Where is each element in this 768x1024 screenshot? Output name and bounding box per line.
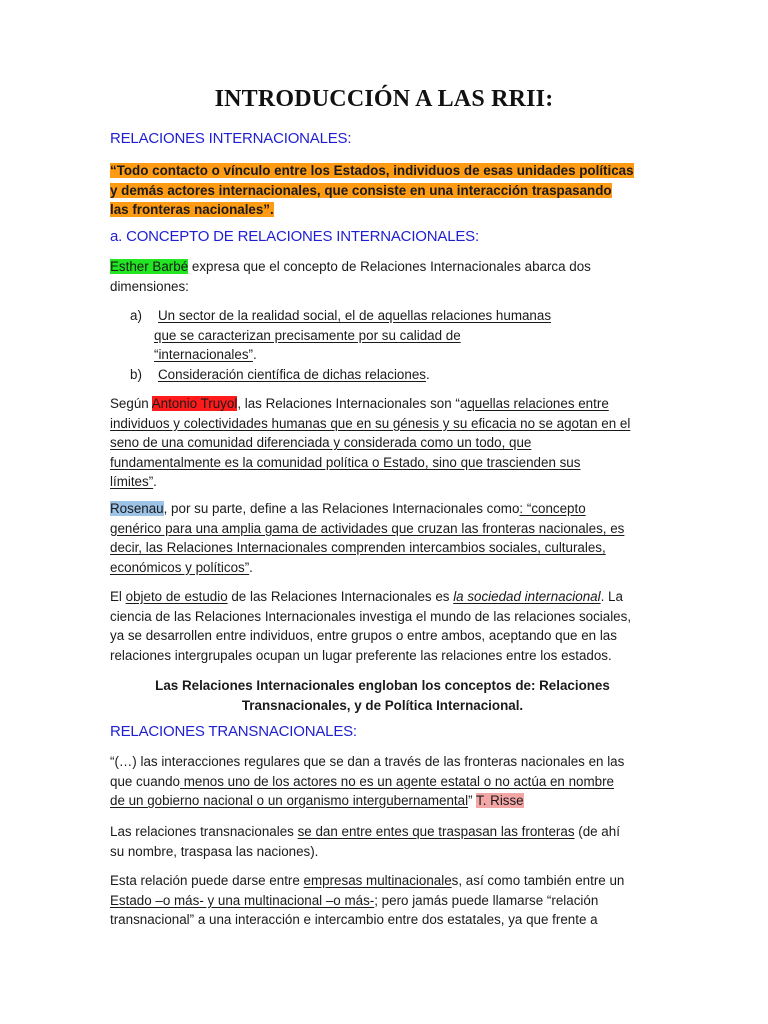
list-marker-a: a) [130, 308, 142, 323]
trans2-line-2-end: ; pero jamás puede llamarse “relación [374, 892, 599, 908]
truyol-line-5: límites” [110, 474, 154, 489]
list-marker-b: b) [130, 366, 142, 382]
paragraph-risse [110, 752, 655, 811]
risse-line-3: de un gobierno nacional o un organismo intergubernamental [110, 793, 469, 808]
list-item-a [130, 306, 551, 365]
summary-line-2: Transnacionales, y de Política Internacional. [241, 697, 524, 713]
summary-line-1: Las Relaciones Internacionales engloban los conceptos de: Relaciones [155, 678, 610, 693]
dimensions-list [130, 306, 551, 384]
risse-quote-close: ” [468, 793, 477, 808]
section-heading-transnacionales: RELACIONES TRANSNACIONALES: [110, 723, 357, 740]
paragraph-objeto [110, 587, 655, 665]
paragraph-barbe [110, 257, 655, 296]
trans2-empresas: empresas multinacionale [303, 873, 452, 888]
objeto-pre: El [110, 589, 126, 604]
section-heading-relaciones-internacionales: RELACIONES INTERNACIONALES: [110, 130, 352, 147]
objeto-term: objeto de estudio [125, 589, 228, 604]
objeto-line-4: relaciones intergrupales ocupan un lugar preferente las relaciones entre los estados. [110, 647, 612, 663]
truyol-mid: , las Relaciones Internacionales son “a [237, 396, 468, 411]
paragraph-transnacionales-2 [110, 871, 655, 930]
trans1-line-2: su nombre, traspasa las naciones). [110, 843, 319, 859]
objeto-line-3: ya se desarrollen entre individuos, entre grupos o entre ambos, aceptando que en las [110, 628, 617, 643]
trans2-line-3: transnacional” a una interacción e intercambio entre dos estatales, ya que frente a [110, 912, 598, 927]
objeto-mid: de las Relaciones Internacionales es [227, 589, 454, 604]
author-risse: T. Risse [476, 793, 524, 808]
risse-line-2-pre: que cuando [110, 773, 180, 789]
list-item-a-line-3: “internacionales” [154, 347, 253, 362]
rosenau-line-3: decir, las Relaciones Internacionales comprenden intercambios sociales, culturales, [110, 540, 606, 555]
trans1-end: (de ahí [574, 824, 620, 839]
paragraph-rosenau [110, 499, 655, 577]
rosenau-quote-start: : “concepto [519, 501, 586, 516]
truyol-line-4: fundamentalmente es la comunidad política o Estado, sino que trascienden sus [110, 454, 581, 470]
truyol-pre: Según [110, 396, 152, 411]
objeto-end: . La [600, 589, 623, 604]
trans2-estado: Estado –o más- y una multinacional –o más- [110, 892, 375, 908]
objeto-line-2: ciencia de las Relaciones Internacionales investiga el mundo de las relaciones sociales, [110, 608, 632, 624]
list-item-a-period: . [253, 347, 257, 362]
risse-line-2: menos uno de los actores no es un agente estatal o no actúa en nombre [180, 773, 614, 789]
truyol-period: . [153, 474, 157, 489]
definition-line-3: las fronteras nacionales”. [110, 202, 274, 217]
trans1-underlined: se dan entre entes que traspasan las fronteras [297, 824, 575, 839]
list-item-a-line-1: Un sector de la realidad social, el de aquellas relaciones humanas [158, 308, 552, 323]
definition-quote [110, 161, 655, 220]
barbe-text: expresa que el concepto de Relaciones Internacionales abarca dos [188, 259, 591, 274]
definition-line-2: y demás actores internacionales, que consiste en una interacción traspasando [110, 182, 612, 198]
truyol-line-2: individuos y colectividades humanas que en su génesis y su eficacia no se agotan en el [110, 415, 631, 431]
trans2-pre: Esta relación puede darse entre [110, 873, 304, 888]
rosenau-mid: , por su parte, define a las Relaciones Internacionales como [163, 501, 520, 516]
trans1-pre: Las relaciones transnacionales [110, 824, 298, 839]
list-item-b-period: . [425, 366, 430, 382]
objeto-sociedad: la sociedad internacional [453, 589, 601, 604]
section-heading-concepto: a. CONCEPTO DE RELACIONES INTERNACIONALES: [110, 228, 479, 245]
truyol-line-3: seno de una comunidad diferenciada y considerada como un todo, que [110, 435, 532, 450]
rosenau-line-2: genérico para una amplia gama de actividades que cruzan las fronteras nacionales, es [110, 520, 625, 536]
rosenau-period: . [249, 559, 253, 575]
author-truyol: Antonio Truyol [151, 396, 238, 411]
truyol-quote-start: quellas relaciones entre [467, 396, 609, 411]
list-item-b [130, 365, 551, 385]
definition-line-1: “Todo contacto o vínculo entre los Estados, individuos de esas unidades políticas [110, 163, 634, 178]
paragraph-truyol [110, 394, 655, 492]
barbe-text-line-2: dimensiones: [110, 278, 189, 294]
paragraph-transnacionales-1 [110, 822, 655, 861]
page-title: INTRODUCCIÓN A LAS RRII: [214, 86, 554, 112]
risse-line-1: “(…) las interacciones regulares que se dan a través de las fronteras nacionales en las [110, 754, 625, 769]
list-item-b-line-1: Consideración científica de dichas relaciones [158, 366, 426, 382]
author-rosenau: Rosenau [110, 501, 164, 516]
rosenau-line-4: económicos y políticos” [110, 559, 250, 575]
summary-statement [110, 676, 655, 715]
author-barbe: Esther Barbé [110, 259, 189, 274]
trans2-mid: s, así como también entre un [451, 873, 625, 888]
list-item-a-line-2: que se caracterizan precisamente por su calidad de [154, 327, 461, 343]
